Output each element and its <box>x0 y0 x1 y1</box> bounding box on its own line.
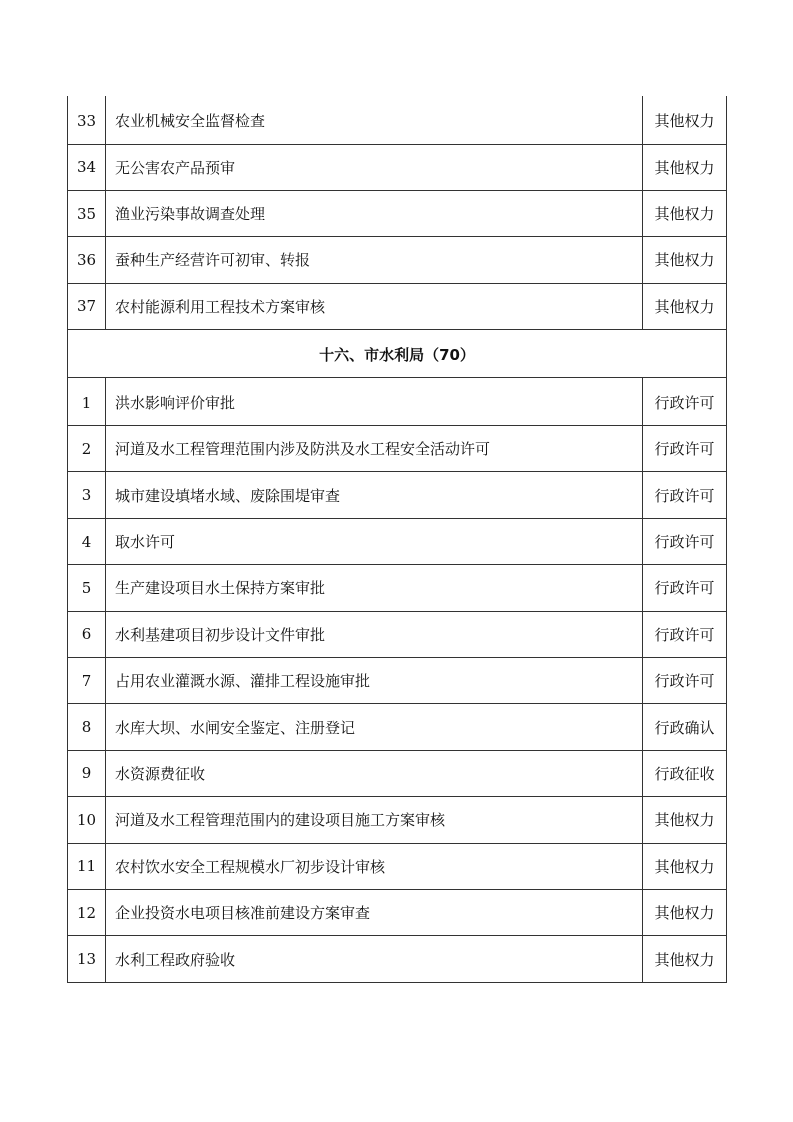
row-number: 33 <box>68 96 106 144</box>
table-row <box>68 144 727 190</box>
row-item-name: 城市建设填堵水域、废除围堤审查 <box>106 472 643 518</box>
table-row <box>68 237 727 283</box>
row-power-type: 行政确认 <box>643 704 727 750</box>
row-number: 34 <box>68 144 106 190</box>
row-item-name: 洪水影响评价审批 <box>106 378 643 426</box>
row-power-type: 行政许可 <box>643 658 727 704</box>
row-item-name: 企业投资水电项目核准前建设方案审查 <box>106 889 643 935</box>
table-row <box>68 378 727 426</box>
row-power-type: 行政许可 <box>643 565 727 611</box>
table-row <box>68 936 727 982</box>
row-item-name: 无公害农产品预审 <box>106 144 643 190</box>
section-header-row <box>68 330 727 378</box>
power-list-table <box>67 96 727 983</box>
table-row <box>68 190 727 236</box>
table-row <box>68 797 727 843</box>
row-number: 8 <box>68 704 106 750</box>
table-row <box>68 518 727 564</box>
row-item-name: 占用农业灌溉水源、灌排工程设施审批 <box>106 658 643 704</box>
row-number: 11 <box>68 843 106 889</box>
row-item-name: 河道及水工程管理范围内涉及防洪及水工程安全活动许可 <box>106 426 643 472</box>
row-number: 36 <box>68 237 106 283</box>
row-number: 37 <box>68 283 106 329</box>
row-number: 1 <box>68 378 106 426</box>
table-row <box>68 889 727 935</box>
row-power-type: 行政许可 <box>643 472 727 518</box>
row-power-type: 行政许可 <box>643 518 727 564</box>
row-power-type: 行政许可 <box>643 378 727 426</box>
rows-before-section <box>68 96 727 330</box>
table-row <box>68 565 727 611</box>
row-power-type: 其他权力 <box>643 96 727 144</box>
row-power-type: 其他权力 <box>643 190 727 236</box>
table-row <box>68 283 727 329</box>
row-power-type: 行政征收 <box>643 750 727 796</box>
table-row <box>68 472 727 518</box>
section-header-group <box>68 330 727 378</box>
row-number: 10 <box>68 797 106 843</box>
row-item-name: 水资源费征收 <box>106 750 643 796</box>
row-number: 5 <box>68 565 106 611</box>
row-item-name: 农业机械安全监督检查 <box>106 96 643 144</box>
table-row <box>68 750 727 796</box>
row-item-name: 水利基建项目初步设计文件审批 <box>106 611 643 657</box>
row-power-type: 行政许可 <box>643 611 727 657</box>
table-row <box>68 426 727 472</box>
row-item-name: 取水许可 <box>106 518 643 564</box>
table-row <box>68 843 727 889</box>
row-number: 4 <box>68 518 106 564</box>
row-number: 2 <box>68 426 106 472</box>
row-number: 13 <box>68 936 106 982</box>
row-item-name: 生产建设项目水土保持方案审批 <box>106 565 643 611</box>
table-row <box>68 658 727 704</box>
table-row <box>68 704 727 750</box>
row-number: 9 <box>68 750 106 796</box>
row-item-name: 渔业污染事故调查处理 <box>106 190 643 236</box>
row-item-name: 水库大坝、水闸安全鉴定、注册登记 <box>106 704 643 750</box>
row-number: 7 <box>68 658 106 704</box>
row-number: 3 <box>68 472 106 518</box>
row-item-name: 蚕种生产经营许可初审、转报 <box>106 237 643 283</box>
row-item-name: 农村饮水安全工程规模水厂初步设计审核 <box>106 843 643 889</box>
row-number: 12 <box>68 889 106 935</box>
row-item-name: 水利工程政府验收 <box>106 936 643 982</box>
row-power-type: 其他权力 <box>643 843 727 889</box>
row-number: 35 <box>68 190 106 236</box>
section-title: 十六、市水利局（70） <box>68 330 727 378</box>
row-number: 6 <box>68 611 106 657</box>
row-power-type: 其他权力 <box>643 797 727 843</box>
row-power-type: 其他权力 <box>643 237 727 283</box>
row-power-type: 行政许可 <box>643 426 727 472</box>
table-row <box>68 611 727 657</box>
row-power-type: 其他权力 <box>643 144 727 190</box>
row-item-name: 河道及水工程管理范围内的建设项目施工方案审核 <box>106 797 643 843</box>
row-item-name: 农村能源利用工程技术方案审核 <box>106 283 643 329</box>
table-row <box>68 96 727 144</box>
row-power-type: 其他权力 <box>643 283 727 329</box>
row-power-type: 其他权力 <box>643 889 727 935</box>
row-power-type: 其他权力 <box>643 936 727 982</box>
rows-after-section <box>68 378 727 983</box>
